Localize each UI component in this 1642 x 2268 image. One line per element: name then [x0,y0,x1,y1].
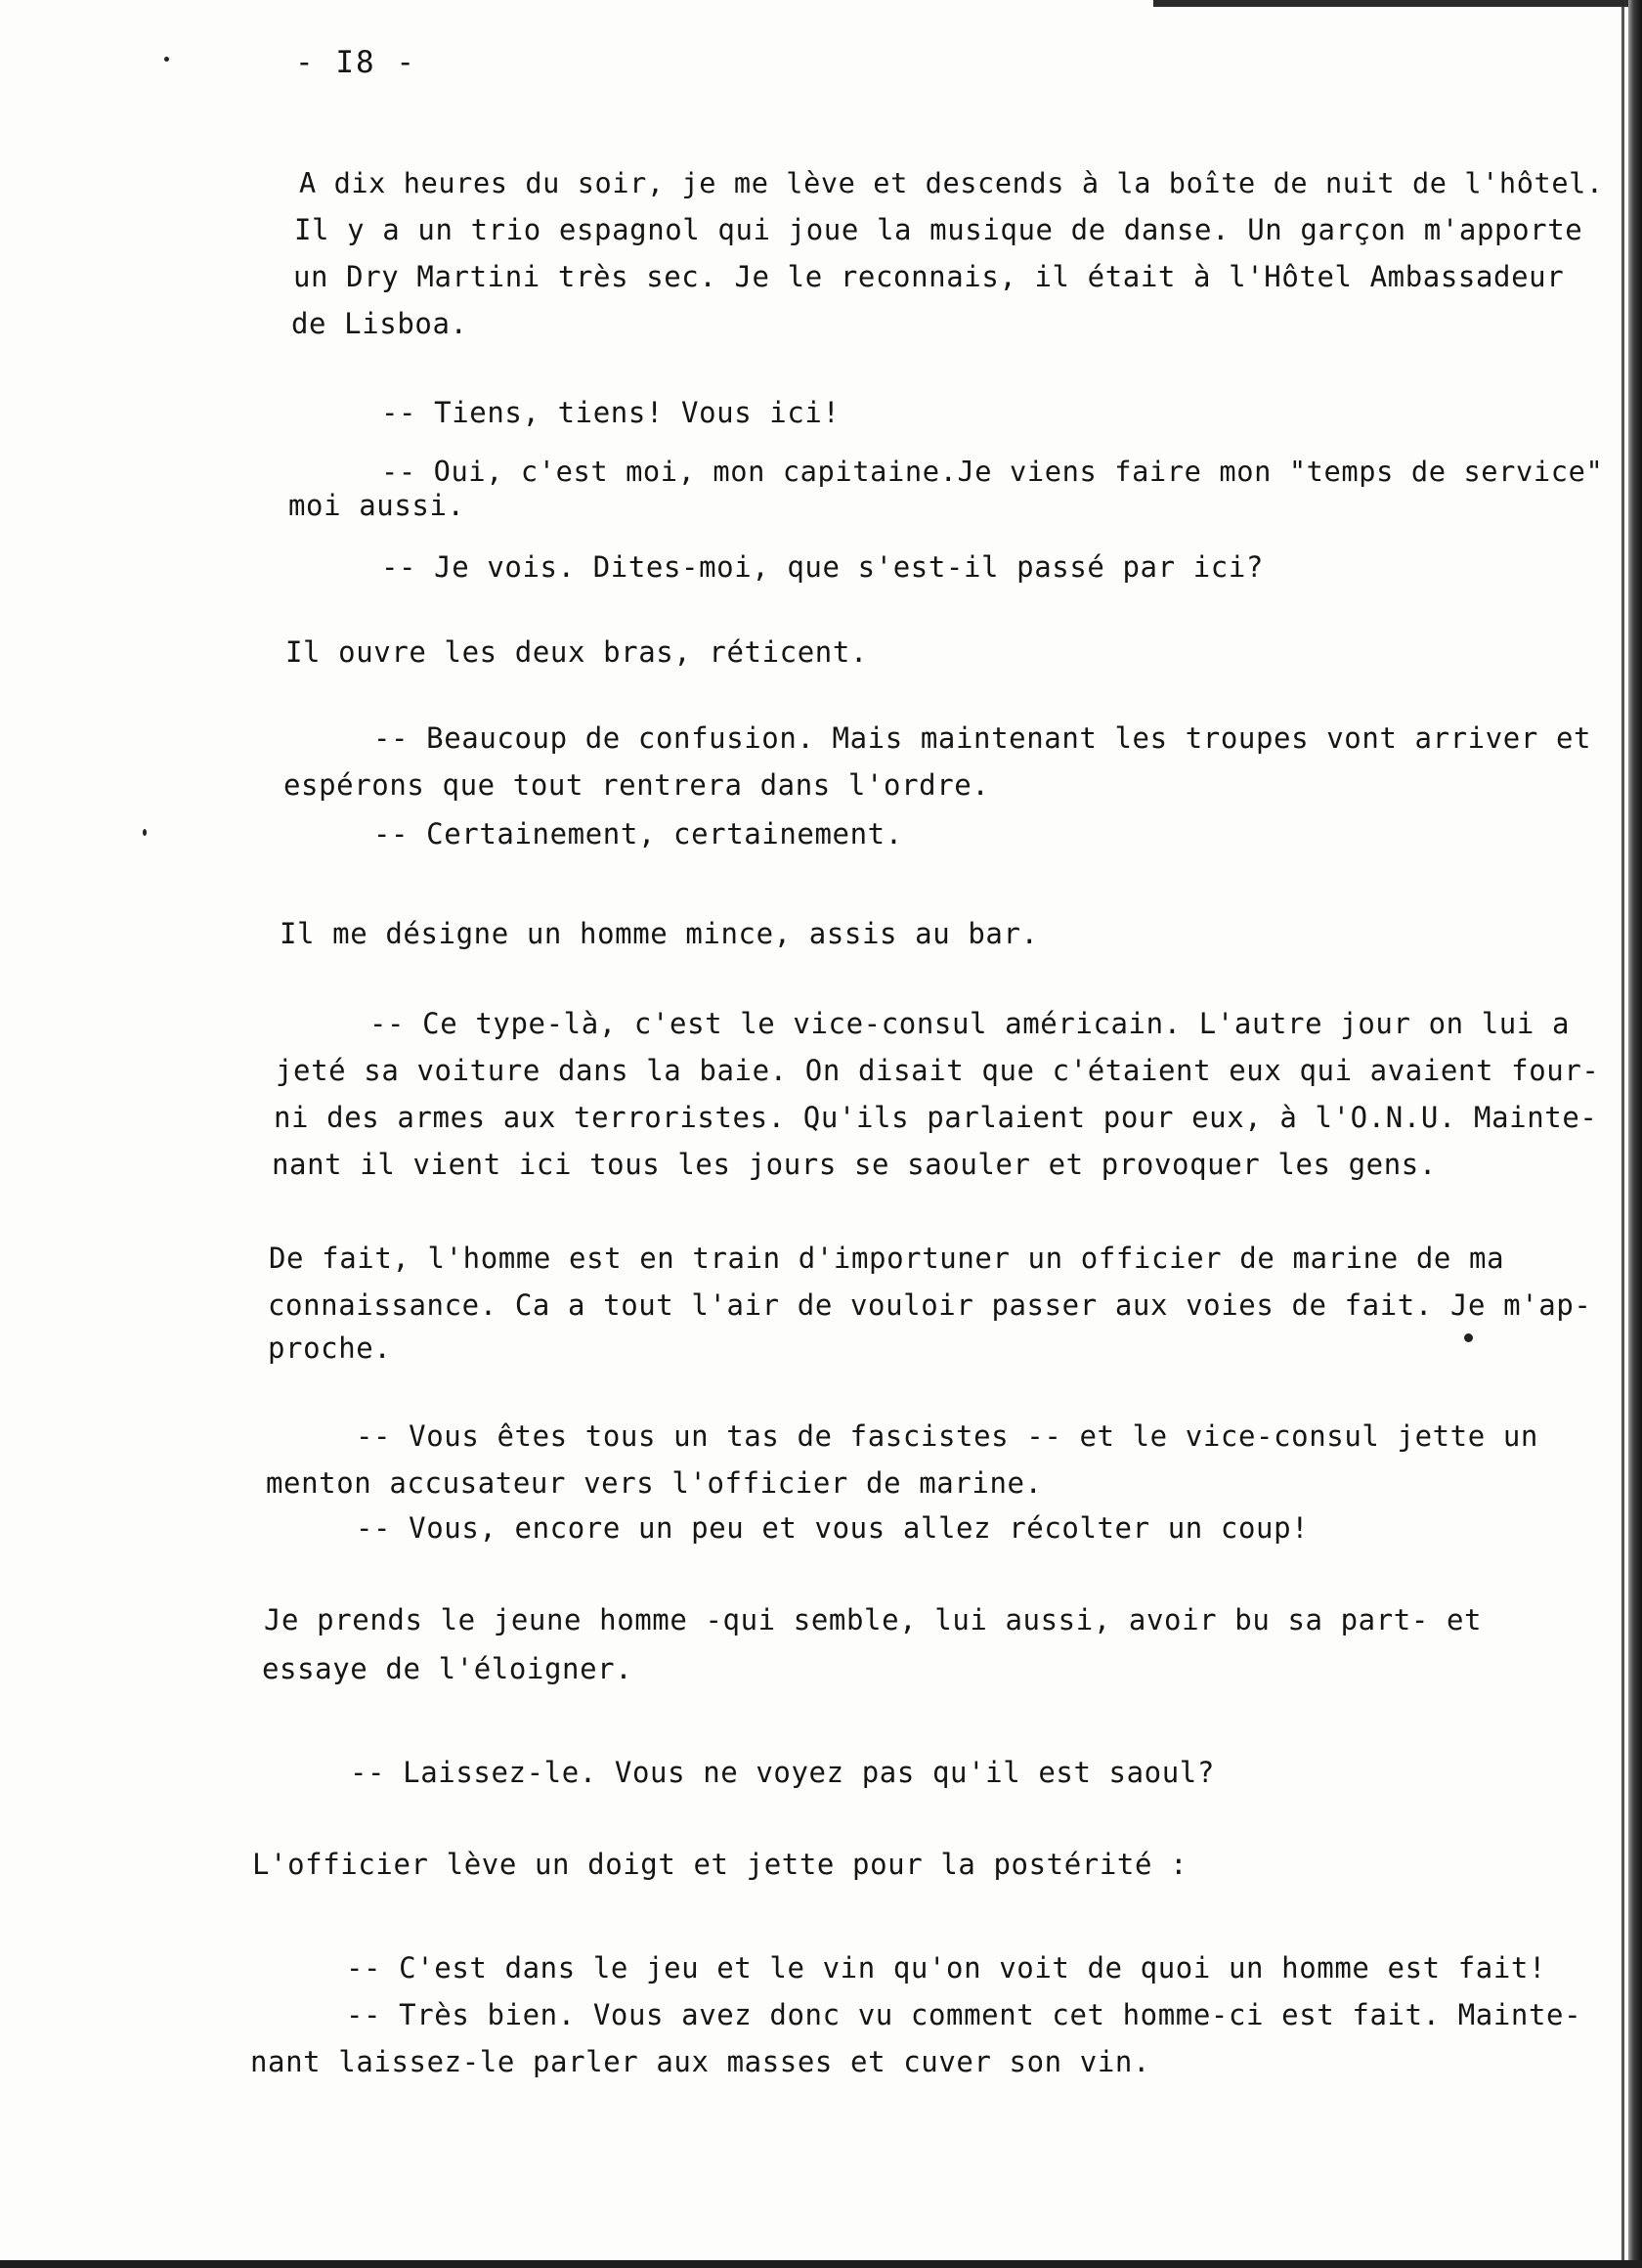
text-line: moi aussi. [288,489,465,522]
text-line: De fait, l'homme est en train d'importuner un officier de marine de ma [269,1242,1505,1275]
dialogue-line: -- Je vois. Dites-moi, que s'est-il passé par ici? [381,550,1264,584]
ink-speck [1464,1333,1473,1342]
text-line: Je prends le jeune homme -qui semble, lui aussi, avoir bu sa part- et [264,1603,1483,1636]
dialogue-line: -- Très bien. Vous avez donc vu comment cet homme-ci est fait. Mainte- [346,1998,1582,2031]
text-line: jeté sa voiture dans la baie. On disait que c'étaient eux qui avaient four- [276,1054,1600,1087]
text-line: menton accusateur vers l'officier de marine. [266,1466,1043,1500]
page-number: - I8 - [295,45,416,80]
text-line: un Dry Martini très sec. Je le reconnais, il était à l'Hôtel Ambassadeur [293,260,1565,293]
ink-speck [143,829,147,836]
dialogue-line: -- Ce type-là, c'est le vice-consul américain. L'autre jour on lui a [369,1007,1571,1040]
dialogue-line: -- C'est dans le jeu et le vin qu'on voit de quoi un homme est fait! [346,1951,1547,1984]
text-line: connaissance. Ca a tout l'air de vouloir passer aux voies de fait. Je m'ap- [268,1288,1592,1322]
dialogue-line: -- Certainement, certainement. [373,817,903,850]
text-line: proche. [268,1331,392,1365]
ink-speck [164,57,169,62]
text-line: A dix heures du soir, je me lève et descends à la boîte de nuit de l'hôtel. [299,166,1604,199]
text-line: Il me désigne un homme mince, assis au bar. [280,917,1039,950]
text-line: ni des armes aux terroristes. Qu'ils parlaient pour eux, à l'O.N.U. Mainte- [274,1101,1598,1134]
text-line: nant laissez-le parler aux masses et cuver son vin. [250,2045,1151,2078]
text-line: essaye de l'éloigner. [262,1652,633,1685]
text-line: Il y a un trio espagnol qui joue la musique de danse. Un garçon m'apporte [294,213,1583,246]
dialogue-line: -- Beaucoup de confusion. Mais maintenant les troupes vont arriver et [373,721,1592,755]
right-edge-shadow [1621,0,1624,2268]
dialogue-line: -- Vous êtes tous un tas de fascistes -- et le vice-consul jette un [356,1419,1538,1453]
dialogue-line: -- Vous, encore un peu et vous allez récolter un coup! [356,1511,1310,1545]
text-line: espérons que tout rentrera dans l'ordre. [283,768,990,802]
dialogue-line: -- Oui, c'est moi, mon capitaine.Je viens faire mon "temps de service" [381,455,1604,488]
text-line: nant il vient ici tous les jours se saouler et provoquer les gens. [272,1148,1437,1181]
text-line: L'officier lève un doigt et jette pour la postérité : [252,1848,1188,1881]
dialogue-line: -- Tiens, tiens! Vous ici! [381,396,841,429]
text-line: de Lisboa. [291,307,468,340]
dialogue-line: -- Laissez-le. Vous ne voyez pas qu'il est saoul? [350,1756,1215,1789]
top-edge-rule [1153,0,1642,7]
text-line: Il ouvre les deux bras, réticent. [285,635,868,669]
right-edge-bar [1628,0,1642,2268]
bottom-edge-rule [0,2260,1642,2268]
